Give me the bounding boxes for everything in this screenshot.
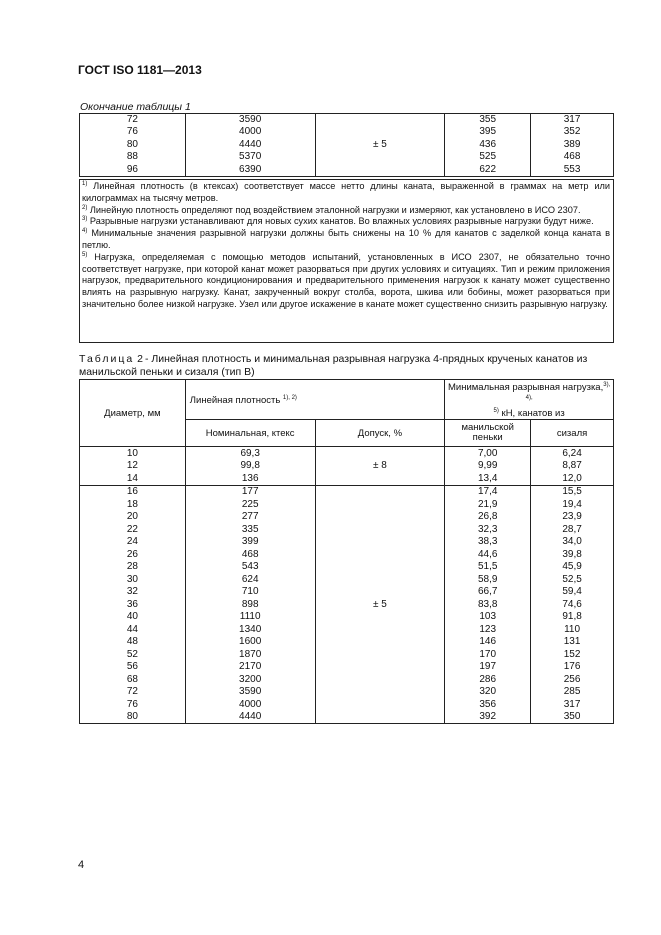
nominal-density-cell: 4440 [185,711,315,724]
manila-load-cell: 38,3 [445,536,531,549]
nominal-density-cell: 2170 [185,661,315,674]
manila-load-cell: 66,7 [445,586,531,599]
manila-load-cell: 395 [445,126,531,138]
sisal-load-cell: 74,6 [531,598,614,611]
manila-load-cell: 9,99 [445,460,531,473]
sisal-load-cell: 553 [531,164,614,177]
nominal-density-cell: 1110 [185,611,315,624]
sisal-load-cell: 317 [531,114,614,127]
sisal-load-cell: 91,8 [531,611,614,624]
footnote [82,228,610,252]
table2-caption-label: Таблица [79,353,135,365]
sisal-load-cell: 15,5 [531,485,614,498]
nominal-density-cell: 335 [185,523,315,536]
manila-load-cell: 436 [445,139,531,151]
diameter-cell: 18 [80,498,186,511]
sisal-load-cell: 45,9 [531,561,614,574]
diameter-cell: 22 [80,523,186,536]
manila-load-cell: 123 [445,623,531,636]
table2-caption-text: - Линейная плотность и минимальная разрывная нагрузка 4-прядных крученых канатов из манильской пеньки и сизаля (тип B) [79,353,588,378]
manila-load-cell: 320 [445,686,531,699]
footnote-mark: 4) [82,228,88,235]
nominal-density-cell: 6390 [185,164,315,177]
sisal-load-cell: 176 [531,661,614,674]
sisal-load-cell: 317 [531,698,614,711]
manila-load-cell: 21,9 [445,498,531,511]
sisal-load-cell: 34,0 [531,536,614,549]
diameter-cell: 68 [80,673,186,686]
nominal-density-cell: 69,3 [185,447,315,460]
nominal-density-cell: 3590 [185,686,315,699]
nominal-density-cell: 1340 [185,623,315,636]
sisal-load-cell: 468 [531,151,614,163]
nominal-density-cell: 3200 [185,673,315,686]
manila-load-cell: 525 [445,151,531,163]
footnotes [79,179,614,343]
continuation-table [79,113,614,177]
table2-caption-number: 2 [137,353,145,365]
diameter-cell: 96 [80,164,186,177]
sisal-load-cell: 285 [531,686,614,699]
nominal-density-cell: 99,8 [185,460,315,473]
diameter-cell: 36 [80,598,186,611]
manila-load-cell: 392 [445,711,531,724]
header-tolerance: Допуск, % [315,420,445,447]
diameter-cell: 10 [80,447,186,460]
manila-load-cell: 355 [445,114,531,127]
diameter-cell: 80 [80,711,186,724]
manila-load-cell: 103 [445,611,531,624]
table-row [80,114,614,127]
footnote [82,216,610,228]
sisal-load-cell: 131 [531,636,614,649]
nominal-density-cell: 5370 [185,151,315,163]
sisal-load-cell: 389 [531,139,614,151]
sisal-load-cell: 52,5 [531,573,614,586]
diameter-cell: 16 [80,485,186,498]
diameter-cell: 26 [80,548,186,561]
diameter-cell: 30 [80,573,186,586]
table2 [79,379,614,724]
diameter-cell: 32 [80,586,186,599]
sisal-load-cell: 352 [531,126,614,138]
nominal-density-cell: 898 [185,598,315,611]
manila-load-cell: 286 [445,673,531,686]
manila-load-cell: 622 [445,164,531,177]
diameter-cell: 76 [80,126,186,138]
header-nominal: Номинальная, ктекс [185,420,315,447]
header-diameter: Диаметр, мм [80,380,186,447]
footnote-text: Линейная плотность (в ктексах) соответствует массе нетто длины каната, выраженной в граммах на метр или килограммах на тысячу метров. [82,181,610,203]
manila-load-cell: 170 [445,648,531,661]
nominal-density-cell: 399 [185,536,315,549]
footnote-mark: 1) [82,181,88,187]
sisal-load-cell: 23,9 [531,511,614,524]
page-number: 4 [78,859,85,871]
diameter-cell: 72 [80,114,186,127]
nominal-density-cell: 624 [185,573,315,586]
manila-load-cell: 146 [445,636,531,649]
diameter-cell: 40 [80,611,186,624]
table-row [80,447,614,460]
manila-load-cell: 32,3 [445,523,531,536]
nominal-density-cell: 177 [185,485,315,498]
diameter-cell: 12 [80,460,186,473]
diameter-cell: 56 [80,661,186,674]
header-min-breaking-load: Минимальная разрывная нагрузка,$^{3), 4),}$ $^{5)}$ кН, канатов из [445,380,614,420]
manila-load-cell: 26,8 [445,511,531,524]
sisal-load-cell: 152 [531,648,614,661]
diameter-cell: 20 [80,511,186,524]
footnote-text: Разрывные нагрузки устанавливают для новых сухих канатов. Во влажных условиях разрывные нагрузки будут ниже. [87,216,594,227]
sisal-load-cell: 59,4 [531,586,614,599]
header-sisal: сизаля [531,420,614,447]
diameter-cell: 48 [80,636,186,649]
manila-load-cell: 356 [445,698,531,711]
nominal-density-cell: 4440 [185,139,315,151]
continuation-caption: Окончание таблицы 1 [80,101,191,113]
header-manila: манильской пеньки [445,420,531,447]
table2-caption [79,353,619,378]
footnote [82,181,610,205]
nominal-density-cell: 1870 [185,648,315,661]
nominal-density-cell: 136 [185,472,315,485]
diameter-cell: 80 [80,139,186,151]
sisal-load-cell: 28,7 [531,523,614,536]
nominal-density-cell: 710 [185,586,315,599]
sisal-load-cell: 8,87 [531,460,614,473]
sisal-load-cell: 39,8 [531,548,614,561]
nominal-density-cell: 468 [185,548,315,561]
sisal-load-cell: 256 [531,673,614,686]
manila-load-cell: 51,5 [445,561,531,574]
manila-load-cell: 44,6 [445,548,531,561]
footnote-text: Нагрузка, определяемая с помощью методов испытаний, установленных в ИСО 2307, не обязательно точно соответствует нагрузке, при которой канат может разорваться при других условиях и ситуациях. Тип и режим приложения нагрузок, предварительного кондиционирования и предварительного применения нагрузок к канату может существенно влиять на разрывную нагрузку. Канат, закрученный вокруг столба, ворота, шкива или бобины, может разорваться при значительно более низкой нагрузке. Узел или другое искажение в канате может существенно снизить разрывную нагрузку. [82,251,610,309]
sisal-load-cell: 350 [531,711,614,724]
document-code: ГОСТ ISO 1181—2013 [78,63,202,77]
footnote [82,252,610,311]
diameter-cell: 28 [80,561,186,574]
diameter-cell: 52 [80,648,186,661]
tolerance-cell: ± 8 [315,447,445,486]
sisal-load-cell: 6,24 [531,447,614,460]
diameter-cell: 24 [80,536,186,549]
nominal-density-cell: 277 [185,511,315,524]
table-row [80,485,614,498]
diameter-cell: 76 [80,698,186,711]
header-linear-density: Линейная плотность $^{1), 2)}$ [185,380,444,420]
nominal-density-cell: 225 [185,498,315,511]
nominal-density-cell: 3590 [185,114,315,127]
footnote-text: Минимальные значения разрывной нагрузки должны быть снижены на 10 % для канатов с заделкой конца каната в петлю. [82,228,610,250]
manila-load-cell: 83,8 [445,598,531,611]
manila-load-cell: 7,00 [445,447,531,460]
tolerance-cell: ± 5 [315,485,445,724]
manila-load-cell: 17,4 [445,485,531,498]
nominal-density-cell: 4000 [185,698,315,711]
footnote-mark: 3) [82,216,88,223]
nominal-density-cell: 1600 [185,636,315,649]
footnote-mark: 5) [82,251,88,258]
manila-load-cell: 58,9 [445,573,531,586]
diameter-cell: 72 [80,686,186,699]
nominal-density-cell: 543 [185,561,315,574]
sisal-load-cell: 12,0 [531,472,614,485]
diameter-cell: 14 [80,472,186,485]
diameter-cell: 88 [80,151,186,163]
footnote [82,205,610,217]
tolerance-cell: ± 5 [315,114,445,177]
sisal-load-cell: 19,4 [531,498,614,511]
sisal-load-cell: 110 [531,623,614,636]
footnote-mark: 2) [82,204,88,211]
manila-load-cell: 13,4 [445,472,531,485]
nominal-density-cell: 4000 [185,126,315,138]
diameter-cell: 44 [80,623,186,636]
manila-load-cell: 197 [445,661,531,674]
footnote-text: Линейную плотность определяют под воздействием эталонной нагрузки и измеряют, как установлено в ИСО 2307. [87,204,581,215]
